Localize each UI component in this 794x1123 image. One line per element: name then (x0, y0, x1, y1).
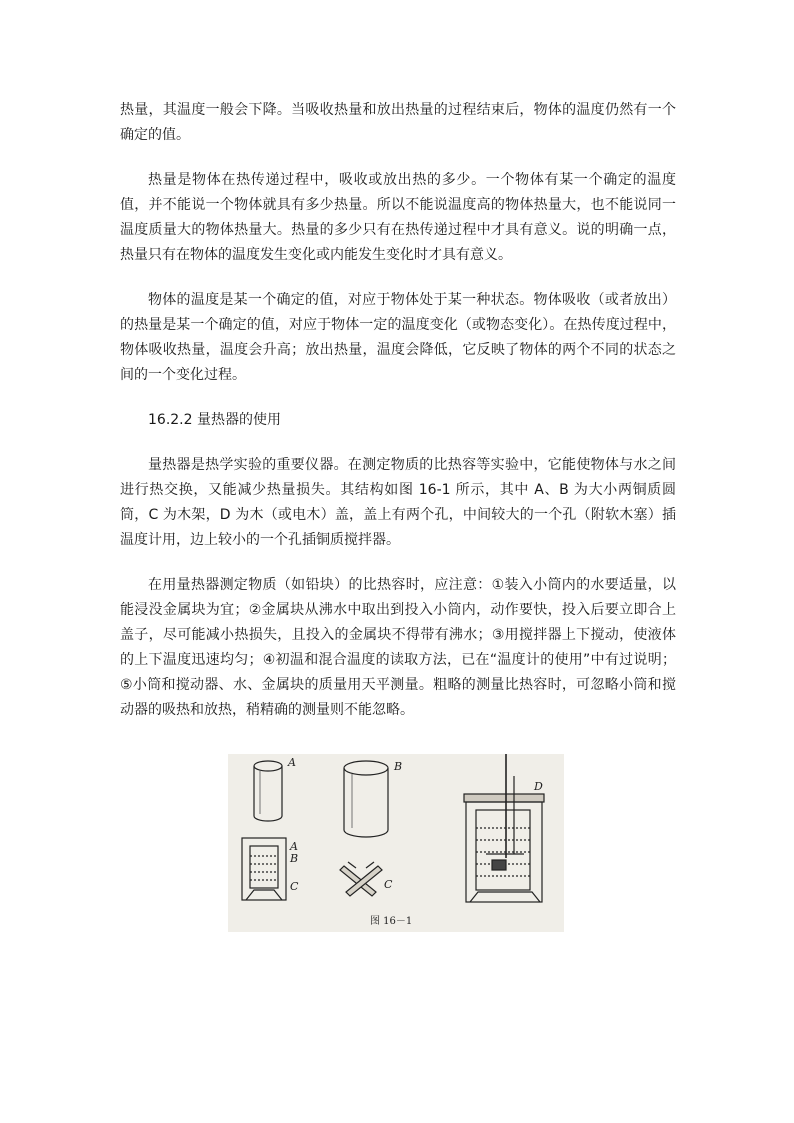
label-a-top: A (288, 756, 296, 769)
paragraph-2: 热量是物体在热传递过程中，吸收或放出热的多少。一个物体有某一个确定的温度值，并不能说一个物体就具有多少热量。所以不能说温度高的物体热量大，也不能说同一温度质量大的物体热量大。热量的多少只有在热传递过程中才具有意义。说的明确一点，热量只有在物体的温度发生变化或内能发生变化时才具有意义。 (120, 172, 676, 263)
paragraph-4: 量热器是热学实验的重要仪器。在测定物质的比热容等实验中，它能使物体与水之间进行热交换，又能减少热量损失。其结构如图 16-1 所示，其中 A、B 为大小两铜质圆筒，C 为木架，D 为木（或电木）盖，盖上有两个孔，中间较大的一个孔（附软木塞）插温度计用，边上较小的一个孔插铜质搅拌器。 (120, 457, 676, 548)
label-b-nested: B (290, 852, 299, 865)
label-d-lid: D (534, 780, 543, 793)
calorimeter-figure (228, 754, 564, 932)
label-c-frame: C (384, 878, 393, 891)
body-text (120, 98, 676, 723)
paragraph-5: 在用量热器测定物质（如铅块）的比热容时，应注意：①装入小筒内的水要适量，以能浸没金属块为宜；②金属块从沸水中取出到投入小筒内，动作要快，投入后要立即合上盖子，尽可能减小热损失，且投入的金属块不得带有沸水；③用搅拌器上下搅动，使液体的上下温度迅速均匀；④初温和混合温度的读取方法，已在“温度计的使用”中有过说明；⑤小筒和搅动器、水、金属块的质量用天平测量。粗略的测量比热容时，可忽略小筒和搅动器的吸热和放热，稍精确的测量则不能忽略。 (120, 577, 676, 718)
paragraph-3: 物体的温度是某一个确定的值，对应于物体处于某一种状态。物体吸收（或者放出）的热量是某一个确定的值，对应于物体一定的温度变化（或物态变化）。在热传度过程中，物体吸收热量，温度会升高；放出热量，温度会降低，它反映了物体的两个不同的状态之间的一个变化过程。 (120, 292, 676, 383)
label-b-top: B (394, 760, 403, 773)
label-a-nested: A (290, 840, 298, 853)
paragraph-1: 热量，其温度一般会下降。当吸收热量和放出热量的过程结束后，物体的温度仍然有一个确定的值。 (120, 102, 676, 143)
figure-caption: 图 16－1 (370, 916, 413, 927)
label-c-nested: C (290, 880, 299, 893)
section-heading: 16.2.2 量热器的使用 (148, 412, 281, 428)
